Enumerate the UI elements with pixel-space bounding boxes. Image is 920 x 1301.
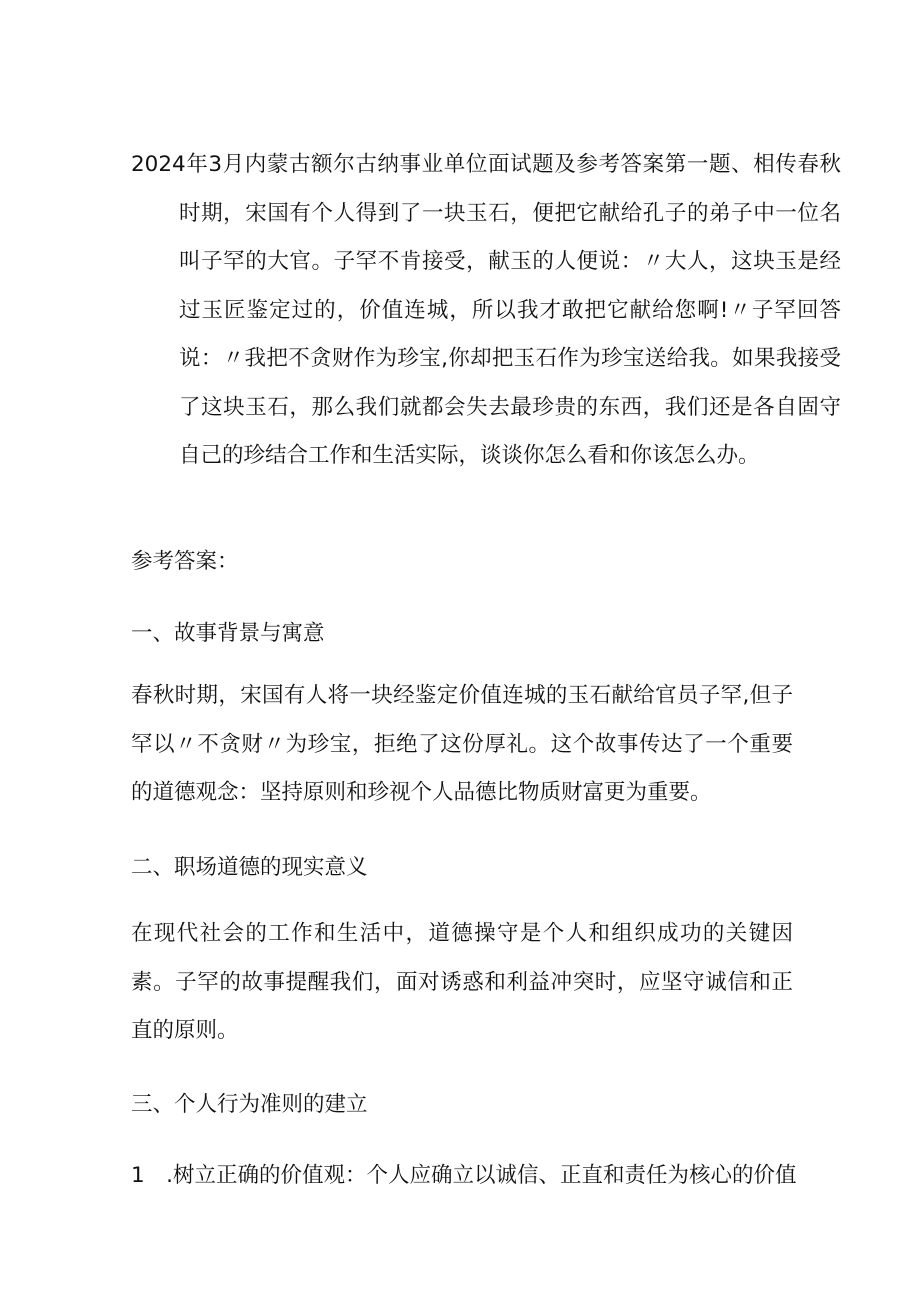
answer-label: 参考答案：	[131, 549, 239, 574]
question-paragraph: 2024年3月内蒙古额尔古纳事业单位面试题及参考答案第一题、相传春秋时期，宋国有个人得到了一块玉石，便把它献给孔子的弟子中一位名叫子罕的大官。子罕不肯接受，献玉的人便说：〃大人，这块玉是经过玉匠鉴定过的，价值连城，所以我才敢把它献给您啊!〃子罕回答说：〃我把不贪财作为珍宝,你却把玉石作为珍宝送给我。如果我接受了这块玉石，那么我们就都会失去最珍贵的东西，我们还是各自固守自己的珍结合工作和生活实际，谈谈你怎么看和你该怎么办。	[131, 152, 841, 468]
section-1-heading: 一、故事背景与寓意	[131, 621, 325, 646]
section-2-paragraph: 在现代社会的工作和生活中，道德操守是个人和组织成功的关键因素。子罕的故事提醒我们，面对诱惑和利益冲突时，应坚守诚信和正直的原则。	[131, 921, 793, 1043]
section-1-paragraph: 春秋时期，宋国有人将一块经鉴定价值连城的玉石献给官员子罕,但子罕以〃不贪财〃为珍宝，拒绝了这份厚礼。这个故事传达了一个重要的道德观念：坚持原则和珍视个人品德比物质财富更为重要。	[131, 683, 793, 805]
section-2-heading: 二、职场道德的现实意义	[131, 855, 368, 880]
section-3-heading: 三、个人行为准则的建立	[131, 1092, 368, 1117]
list-item-1: 1 .树立正确的价值观：个人应确立以诚信、正直和责任为核心的价值	[131, 1163, 797, 1188]
